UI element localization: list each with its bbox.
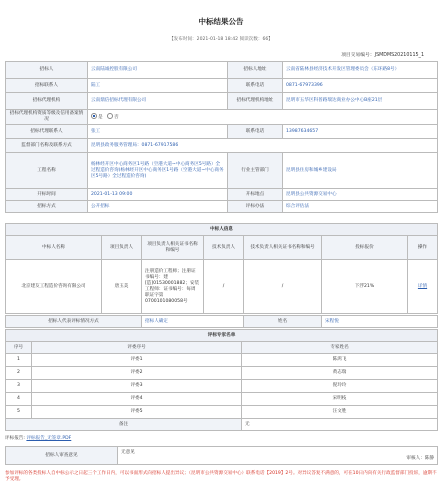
agent-contact-value: 张工 (88, 125, 228, 139)
winner-cert: 注册造价工程师；注册证书编号：建[造]01530001882；安装工程师：证书编号：每周职证字第0700101080058号 (142, 260, 204, 314)
agent-addr-label: 招标代理机构地址 (228, 93, 283, 110)
rep-name-value: 宋程悦 (322, 316, 438, 328)
radio-yes[interactable] (91, 113, 97, 119)
bidder-label: 招标人 (6, 62, 88, 79)
committee-header-seat: 评委序号 (32, 342, 242, 354)
page-title: 中标结果公告 (198, 17, 244, 26)
objection-value: 无意见 (121, 449, 135, 455)
bidder-contact-label: 招标联系人 (6, 79, 88, 93)
winner-header-action: 操作 (408, 236, 438, 260)
eval-label: 评标办法 (228, 201, 283, 213)
report-line (5, 436, 437, 442)
open-place-label: 开标地点 (228, 189, 283, 201)
objection-cell (118, 447, 438, 465)
doc-number: 项目交易编号：JSMDMS20210115_1 (341, 53, 424, 58)
winner-detail-link[interactable]: 详情 (408, 260, 438, 314)
radio-yes-label: 是 (98, 115, 103, 120)
table-row (6, 406, 438, 419)
winner-header-tech-cert: 技术负责人相关证书名称和编号 (244, 236, 322, 260)
table-row (6, 393, 438, 406)
radio-no-label: 否 (114, 115, 119, 120)
winner-header-price: 投标报价 (322, 236, 408, 260)
committee-no: 1 (6, 354, 32, 367)
committee-seat: 评委3 (32, 380, 242, 393)
winner-section-title: 中标人信息 (6, 224, 438, 236)
agent-addr-value: 昆明市五华区科普路瑞达商业办公中心B座21层 (283, 93, 438, 110)
remark-value: 无 (242, 419, 438, 431)
rep-table (5, 315, 438, 328)
committee-seat: 评委4 (32, 393, 242, 406)
bidder-phone-label: 联系电话 (228, 79, 283, 93)
committee-name: 宋明枝 (242, 393, 438, 406)
agent-label: 招标代理机构 (6, 93, 88, 110)
objection-table (5, 446, 438, 465)
agent-value: 云南鼎信招标代理有限公司 (88, 93, 228, 110)
rep-name-label: 姓名 (244, 316, 322, 328)
supervisor-value: 昆明县政务服务管理局：0871-67917586 (88, 139, 438, 153)
winner-header-cert: 项目负责人相关证书名称和编号 (142, 236, 204, 260)
committee-header-name: 专家姓名 (242, 342, 438, 354)
committee-seat: 评委1 (32, 354, 242, 367)
bidder-contact-value: 陆工 (88, 79, 228, 93)
approval-label: 招标代理机构资质等级及信用备案情况 (6, 110, 88, 125)
open-time-value: 2021-01-13 09:00 (88, 189, 228, 201)
objection-label: 招标人审查意见 (6, 447, 118, 465)
table-row (6, 367, 438, 380)
winner-tech-manager: / (204, 260, 244, 314)
winner-table (5, 223, 438, 314)
committee-title: 评标专家名单 (6, 330, 438, 342)
bidder-addr-value: 云南省陆林县经济技术开发区管理委员会（东环路8号） (283, 62, 438, 79)
committee-name: 汪文胜 (242, 406, 438, 419)
winner-tech-cert: / (244, 260, 322, 314)
project-label: 工程名称 (6, 153, 88, 189)
bidder-addr-label: 招标人地址 (228, 62, 283, 79)
remark-label: 备注 (6, 419, 242, 431)
winner-header-manager: 项目负责人 (102, 236, 142, 260)
agent-phone-value: 13987634657 (283, 125, 438, 139)
committee-name: 黄志瑞 (242, 367, 438, 380)
committee-seat: 评委5 (32, 406, 242, 419)
open-place-value: 昆明县公共资源交易中心 (283, 189, 438, 201)
project-value: 杨林经开区中心商务区1号路（空港大道~中心商务区5号路）全过程造价咨询(杨林经开区中心商务区1号路（空港大道~中心商务区5号路）全过程造价咨询) (88, 153, 228, 189)
report-file-link[interactable]: 评标报告_无签章.PDF (26, 436, 72, 441)
reviewer: 审核人：陈静 (406, 455, 434, 461)
committee-no: 3 (6, 380, 32, 393)
committee-header-no: 序号 (6, 342, 32, 354)
winner-header-tech: 技术负责人 (204, 236, 244, 260)
agent-phone-label: 联系电话 (228, 125, 283, 139)
industry-label: 行业主管部门 (228, 153, 283, 189)
supervisor-label: 监督部门名称及联系方式 (6, 139, 88, 153)
industry-value: 昆明县住房和城乡建设局 (283, 153, 438, 189)
rep-label: 招标人代表评标情况方式 (6, 316, 142, 328)
approval-options (88, 110, 438, 125)
bidder-phone-value: 0871-67973396 (283, 79, 438, 93)
rep-value: 招标人确定 (142, 316, 244, 328)
committee-name: 倪玲玲 (242, 380, 438, 393)
committee-name: 陈鸿飞 (242, 354, 438, 367)
winner-price: 下浮21% (322, 260, 408, 314)
winner-header-name: 中标人名称 (6, 236, 102, 260)
committee-no: 4 (6, 393, 32, 406)
legal-notice: 参加评标的各类投标人自中标公示之日起三个工作日内，可以书面形式向招标人提出异议；（昆明市公共资源交易中心）联系电话【2019】2号。对异议答复不满意的，可在10日内向有关行政监督部门投诉，逾期不予受理。 (5, 471, 437, 482)
committee-no: 5 (6, 406, 32, 419)
eval-value: 综合评估法 (283, 201, 438, 213)
table-row (6, 354, 438, 367)
open-time-label: 开标时间 (6, 189, 88, 201)
agent-contact-label: 招标代理联系人 (6, 125, 88, 139)
publish-meta: 【发布时间：2021-01-18 18:42 阅读次数：66】 (169, 37, 273, 42)
committee-table (5, 329, 438, 431)
committee-no: 2 (6, 367, 32, 380)
winner-manager: 唐玉美 (102, 260, 142, 314)
report-label: 评标报告: (5, 436, 25, 441)
method-value: 公开招标 (88, 201, 228, 213)
method-label: 招标方式 (6, 201, 88, 213)
table-row (6, 380, 438, 393)
winner-name: 北京建友工程造价咨询有限公司 (6, 260, 102, 314)
committee-seat: 评委2 (32, 367, 242, 380)
bidder-value: 云南陆诚控股有限公司 (88, 62, 228, 79)
info-table (5, 61, 438, 213)
radio-no[interactable] (107, 113, 113, 119)
